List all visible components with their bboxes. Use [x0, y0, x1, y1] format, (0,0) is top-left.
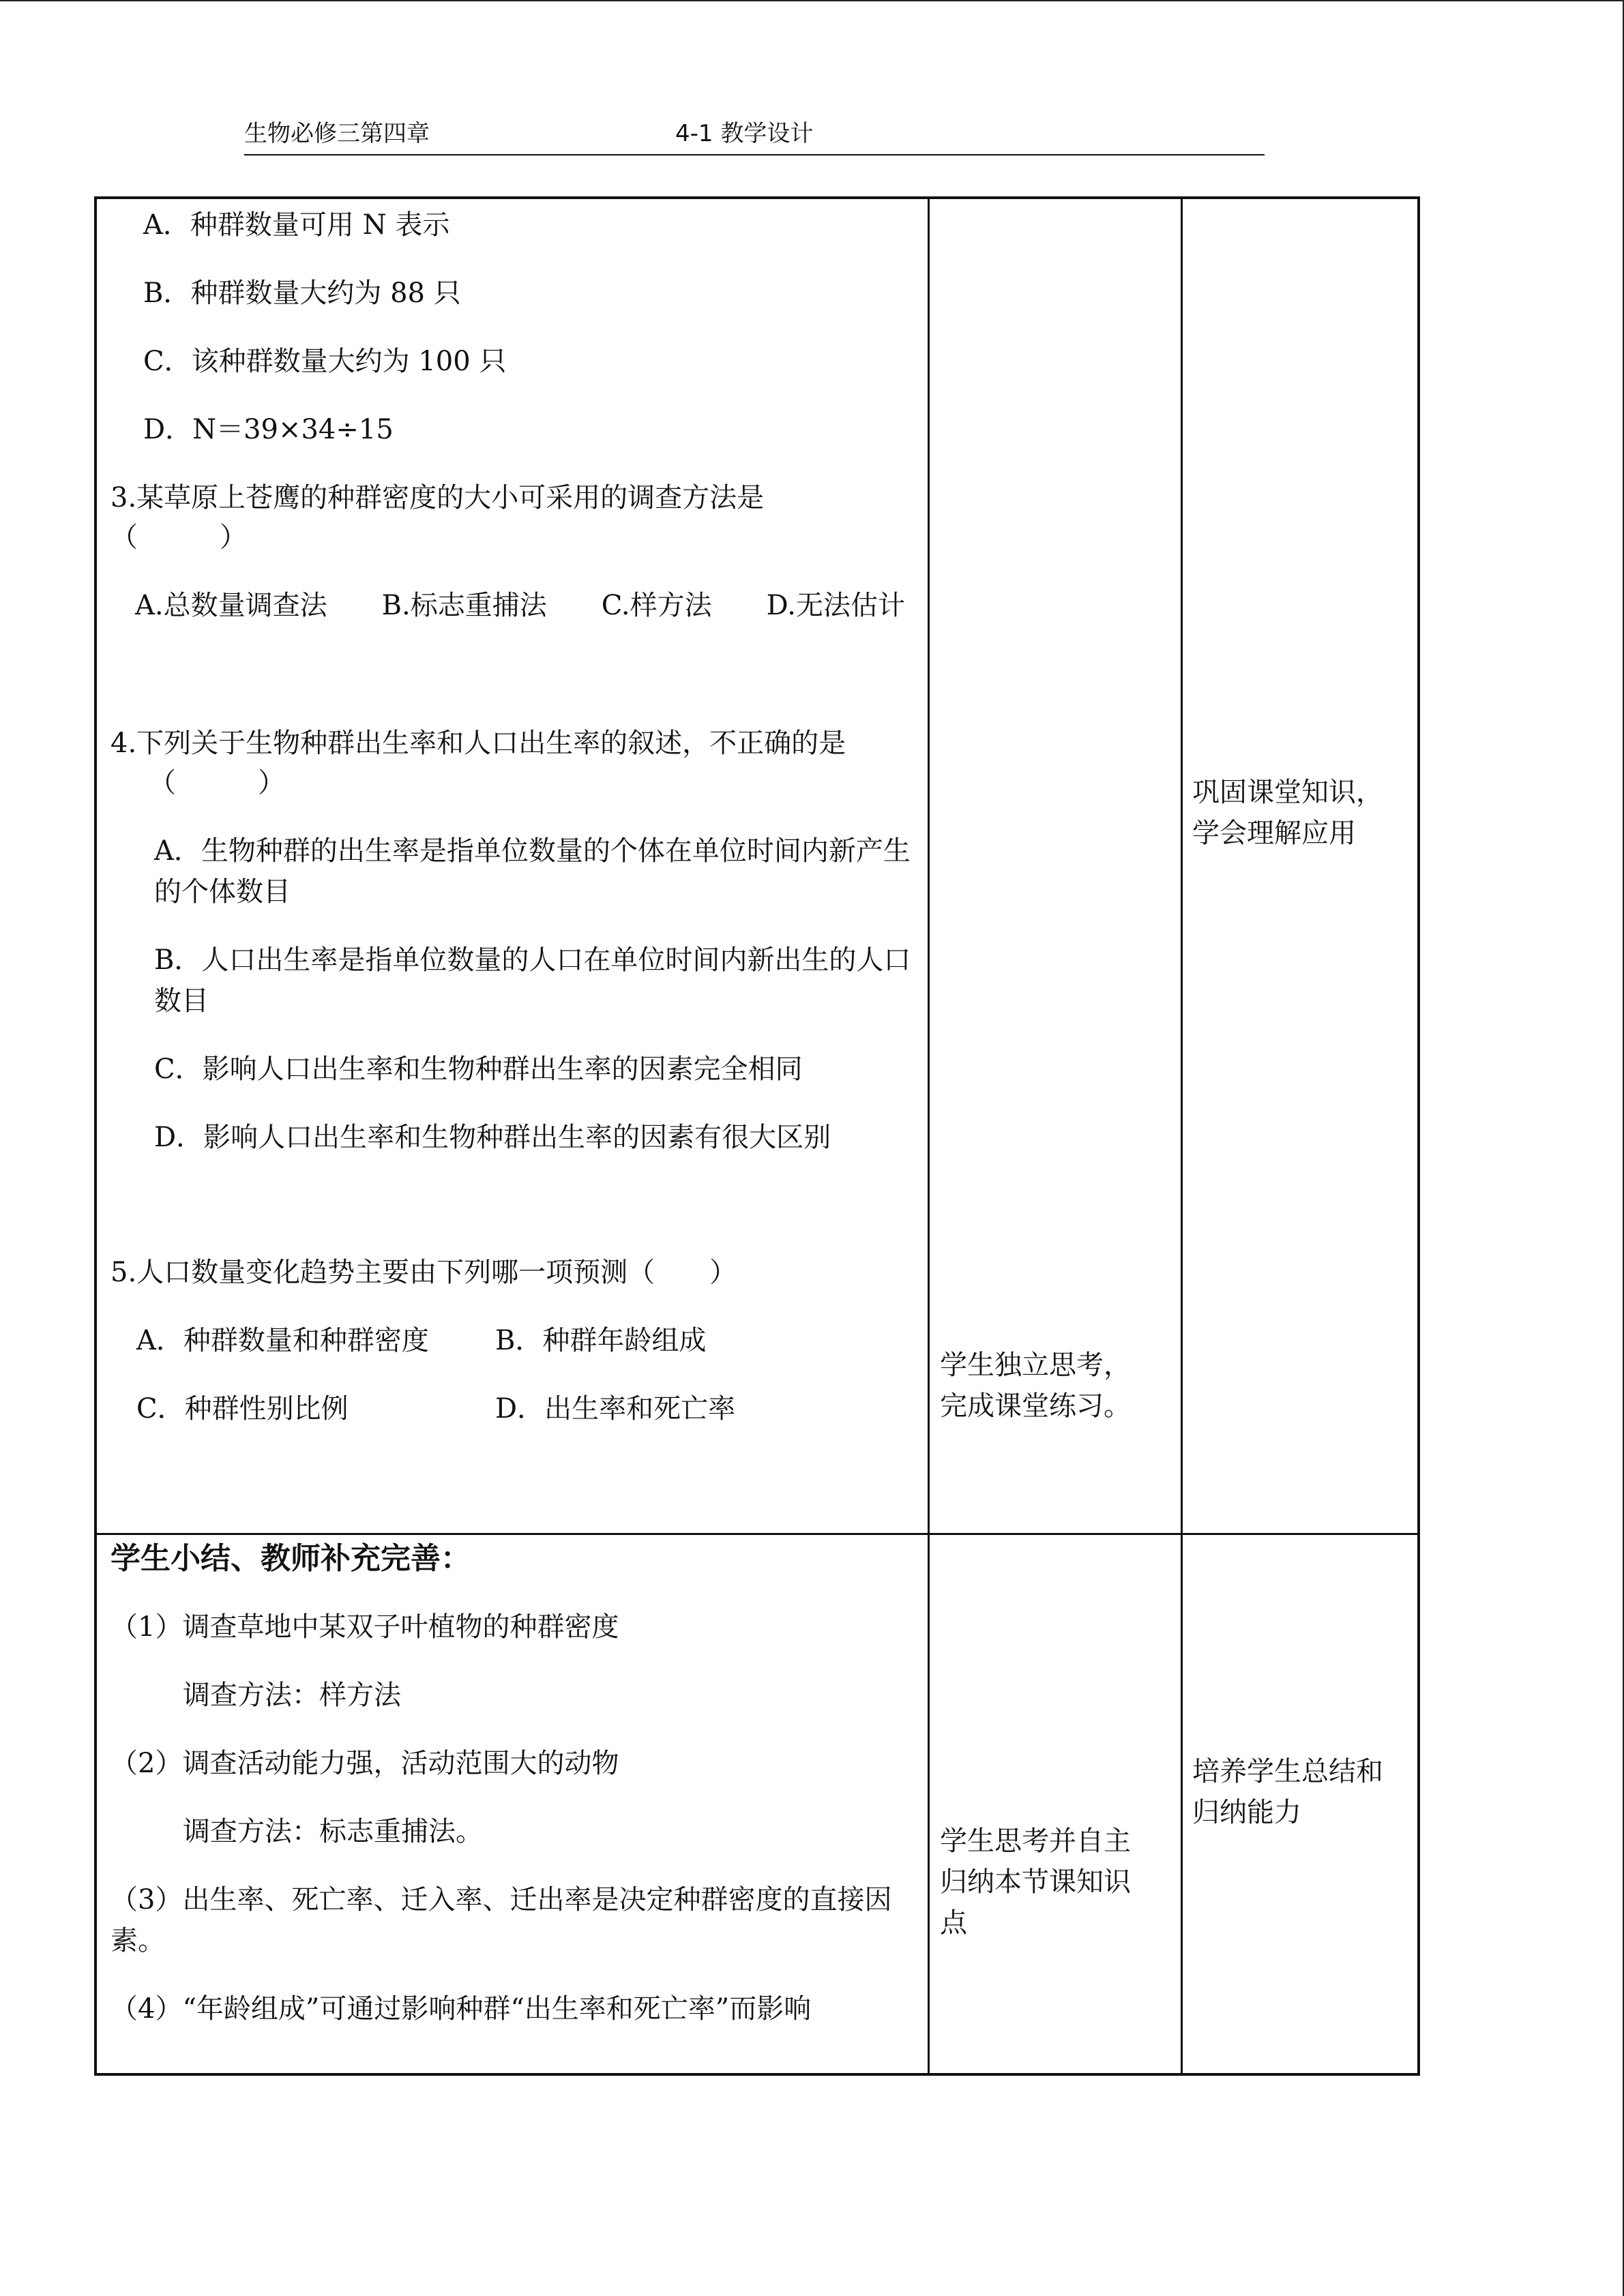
q4-option-a: A．生物种群的出生率是指单位数量的个体在单位时间内新产生的个体数目 [154, 835, 911, 908]
row-divider [97, 1533, 1417, 1535]
lesson-table [94, 196, 1420, 2076]
q5-option-b: B．种群年龄组成 [495, 1325, 707, 1356]
summary-line-2: 调查方法：样方法 [183, 1680, 401, 1711]
q3-options: A.总数量调查法 B.标志重捕法 C.样方法 D.无法估计 [135, 590, 905, 621]
q2-option-c: C．该种群数量大约为 100 只 [143, 346, 507, 377]
q4-option-b: B．人口出生率是指单位数量的人口在单位时间内新出生的人口数目 [154, 944, 911, 1017]
exercise-purpose: 巩固课堂知识，学会理解应用 [1192, 777, 1383, 849]
summary-title: 学生小结、教师补充完善： [110, 1541, 471, 1576]
q5-stem: 5.人口数量变化趋势主要由下列哪一项预测（ ） [110, 1257, 737, 1288]
header-lesson: 4-1 教学设计 [675, 120, 814, 147]
q5-option-d: D．出生率和死亡率 [495, 1393, 736, 1425]
q5-option-a: A．种群数量和种群密度 [136, 1325, 429, 1356]
summary-line-4: 调查方法：标志重捕法。 [183, 1816, 483, 1847]
summary-student-activity: 学生思考并自主归纳本节课知识点 [940, 1825, 1131, 1939]
header-rule [244, 154, 1265, 155]
summary-line-1: （1）调查草地中某双子叶植物的种群密度 [110, 1611, 619, 1643]
q3-paren: （ ） [110, 522, 247, 553]
header-course: 生物必修三第四章 [244, 120, 430, 147]
column-divider [1181, 199, 1183, 2073]
q2-option-d: D．N＝39×34÷15 [143, 414, 394, 445]
summary-line-3: （2）调查活动能力强，活动范围大的动物 [110, 1748, 619, 1779]
q3-stem: 3.某草原上苍鹰的种群密度的大小可采用的调查方法是 [110, 482, 765, 513]
q4-option-d: D．影响人口出生率和生物种群出生率的因素有很大区别 [154, 1122, 831, 1153]
q2-option-a: A．种群数量可用 N 表示 [143, 209, 450, 241]
q4-paren: （ ） [149, 767, 285, 799]
summary-purpose: 培养学生总结和归纳能力 [1192, 1756, 1383, 1828]
q2-option-b: B．种群数量大约为 88 只 [143, 278, 461, 309]
q5-option-c: C．种群性别比例 [136, 1393, 349, 1425]
q4-stem: 4.下列关于生物种群出生率和人口出生率的叙述，不正确的是 [110, 728, 846, 759]
column-divider [928, 199, 930, 2073]
q4-option-c: C．影响人口出生率和生物种群出生率的因素完全相同 [154, 1054, 803, 1085]
exercise-student-activity: 学生独立思考，完成课堂练习。 [940, 1350, 1131, 1422]
summary-line-5: （3）出生率、死亡率、迁入率、迁出率是决定种群密度的直接因素。 [110, 1884, 892, 1956]
summary-line-6: （4）“年龄组成”可通过影响种群“出生率和死亡率”而影响 [110, 1993, 812, 2025]
